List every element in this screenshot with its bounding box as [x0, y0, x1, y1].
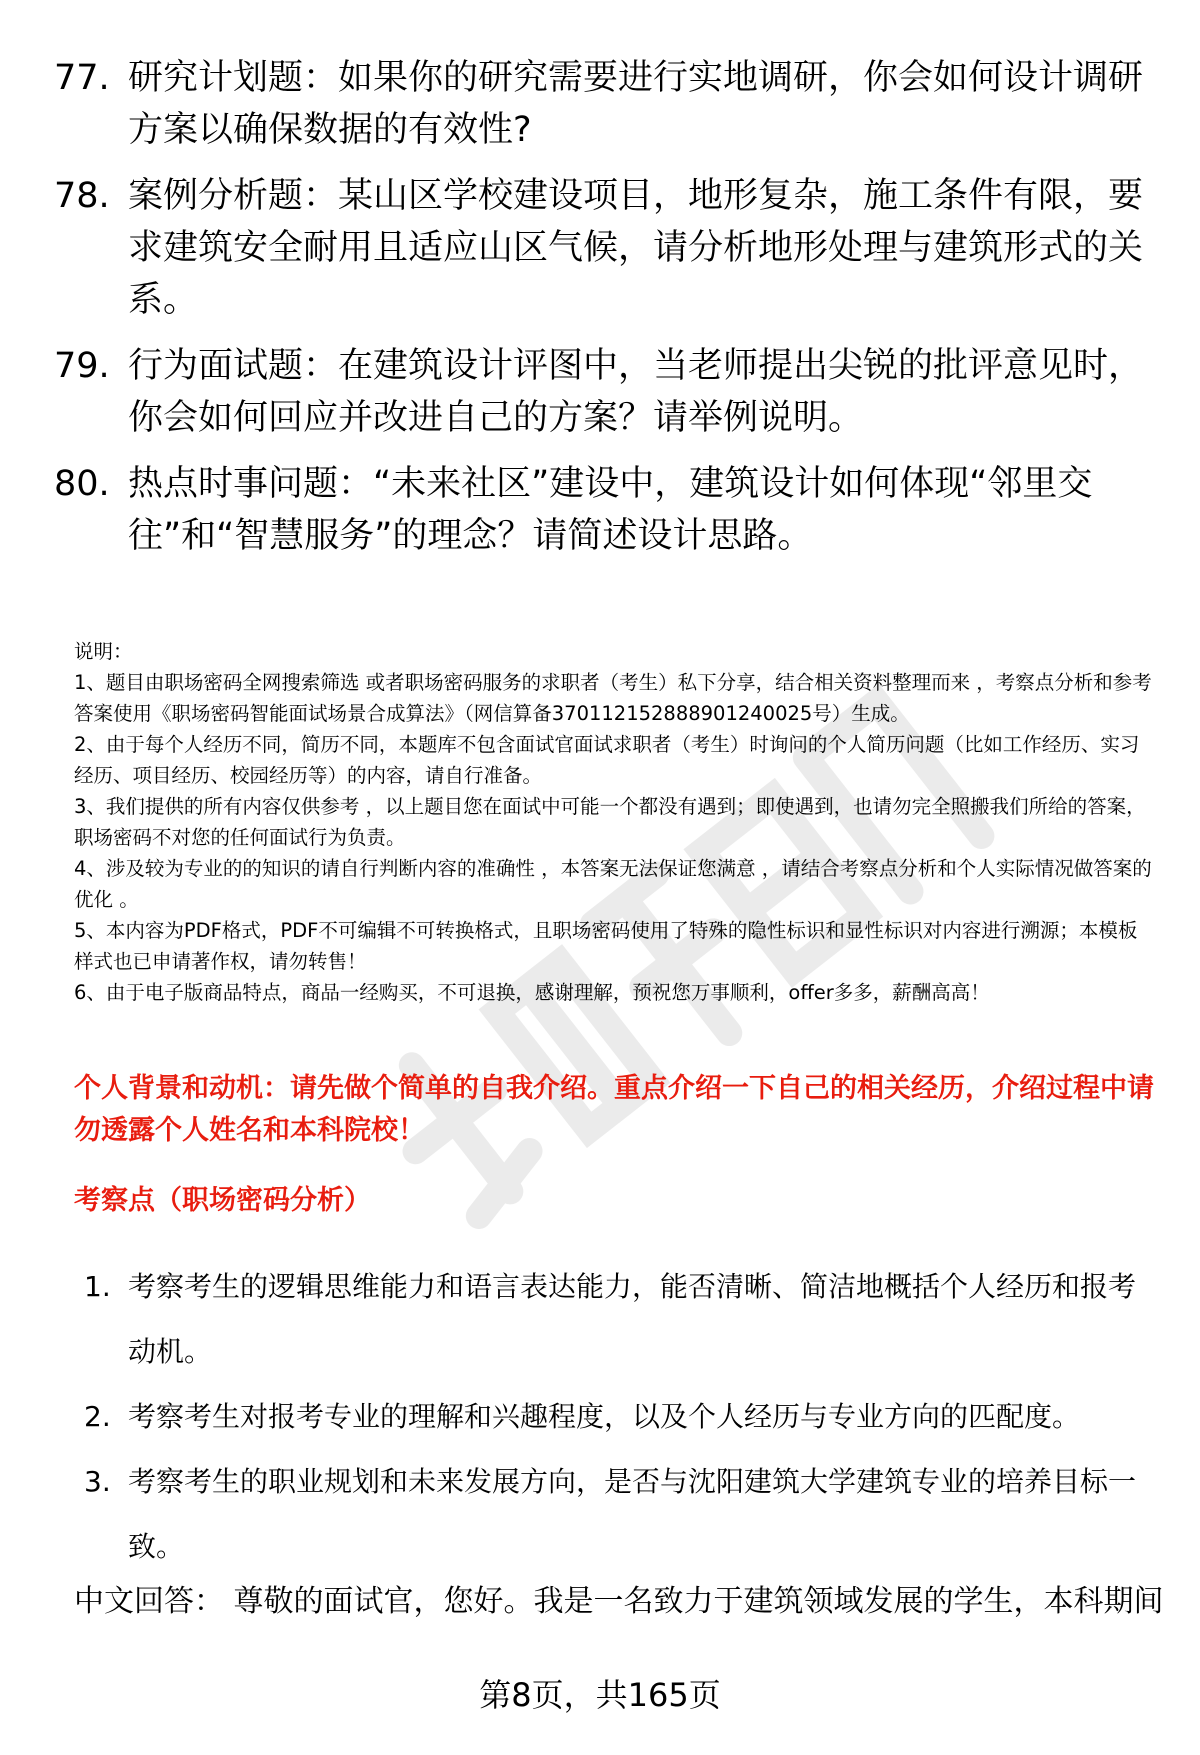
point-number: 2. — [84, 1400, 111, 1433]
point-text: 考察考生的逻辑思维能力和语言表达能力，能否清晰、简洁地概括个人经历和报考动机。 — [128, 1270, 1137, 1368]
list-item — [84, 1384, 1154, 1449]
question-80 — [54, 458, 1146, 562]
note-item: 1、题目由职场密码全网搜索筛选 或者职场密码服务的求职者（考生）私下分享，结合相关资料整理而来 ，考察点分析和参考答案使用《职场密码智能面试场景合成算法》（网信算备370112152888901240025号）生成。 — [74, 671, 1152, 725]
question-number: 78. — [54, 176, 110, 216]
note-item: 5、本内容为PDF格式，PDF不可编辑不可转换格式，且职场密码使用了特殊的隐性标识和显性标识对内容进行溯源；本模板样式也已申请著作权，请勿转售！ — [74, 919, 1138, 973]
point-number: 1. — [84, 1270, 111, 1303]
note-item: 4、涉及较为专业的的知识的请自行判断内容的准确性 ，本答案无法保证您满意 ，请结合考察点分析和个人实际情况做答案的优化 。 — [74, 857, 1152, 911]
question-number: 80. — [54, 464, 110, 504]
note-item: 6、由于电子版商品特点，商品一经购买，不可退换，感谢理解，预祝您万事顺利，offer多多，薪酬高高！ — [74, 981, 990, 1004]
question-text: 研究计划题：如果你的研究需要进行实地调研，你会如何设计调研方案以确保数据的有效性? — [128, 58, 1144, 150]
notes-title: 说明： — [74, 640, 133, 663]
note-item: 2、由于每个人经历不同，简历不同，本题库不包含面试官面试求职者（考生）时询问的个人简历问题（比如工作经历、实习经历、项目经历、校园经历等）的内容，请自行准备。 — [74, 733, 1140, 787]
point-text: 考察考生的职业规划和未来发展方向，是否与沈阳建筑大学建筑专业的培养目标一致。 — [128, 1465, 1137, 1563]
note-item: 3、我们提供的所有内容仅供参考 ，以上题目您在面试中可能一个都没有遇到；即使遇到，也请勿完全照搬我们所给的答案，职场密码不对您的任何面试行为负责。 — [74, 795, 1146, 849]
question-number: 79. — [54, 346, 110, 386]
page-footer: 第8页，共165页 — [479, 1676, 721, 1714]
section-subheading: 考察点（职场密码分析） — [74, 1185, 371, 1216]
question-text: 热点时事问题：“未来社区”建设中，建筑设计如何体现“邻里交往”和“智慧服务”的理念？请简述设计思路。 — [128, 464, 1093, 556]
question-77 — [54, 52, 1146, 156]
point-text: 考察考生对报考专业的理解和兴趣程度，以及个人经历与专业方向的匹配度。 — [128, 1400, 1081, 1433]
section-heading: 个人背景和动机：请先做个简单的自我介绍。重点介绍一下自己的相关经历，介绍过程中请勿透露个人姓名和本科院校！ — [74, 1073, 1154, 1146]
assessment-points — [84, 1254, 1154, 1579]
answer-text: 尊敬的面试官，您好。我是一名致力于建筑领域发展的学生，本科期间 — [233, 1584, 1164, 1619]
question-79 — [54, 340, 1146, 444]
question-number: 77. — [54, 58, 110, 98]
point-number: 3. — [84, 1465, 111, 1498]
disclaimer-notes — [74, 636, 1154, 1008]
question-text: 案例分析题：某山区学校建设项目，地形复杂，施工条件有限，要求建筑安全耐用且适应山区气候，请分析地形处理与建筑形式的关系。 — [128, 176, 1144, 320]
question-text: 行为面试题：在建筑设计评图中，当老师提出尖锐的批评意见时，你会如何回应并改进自己的方案？请举例说明。 — [128, 346, 1144, 438]
answer-label: 中文回答： — [74, 1584, 224, 1619]
list-item — [84, 1254, 1154, 1384]
list-item — [84, 1449, 1154, 1579]
question-78 — [54, 170, 1146, 326]
answer-paragraph — [74, 1580, 1164, 1624]
